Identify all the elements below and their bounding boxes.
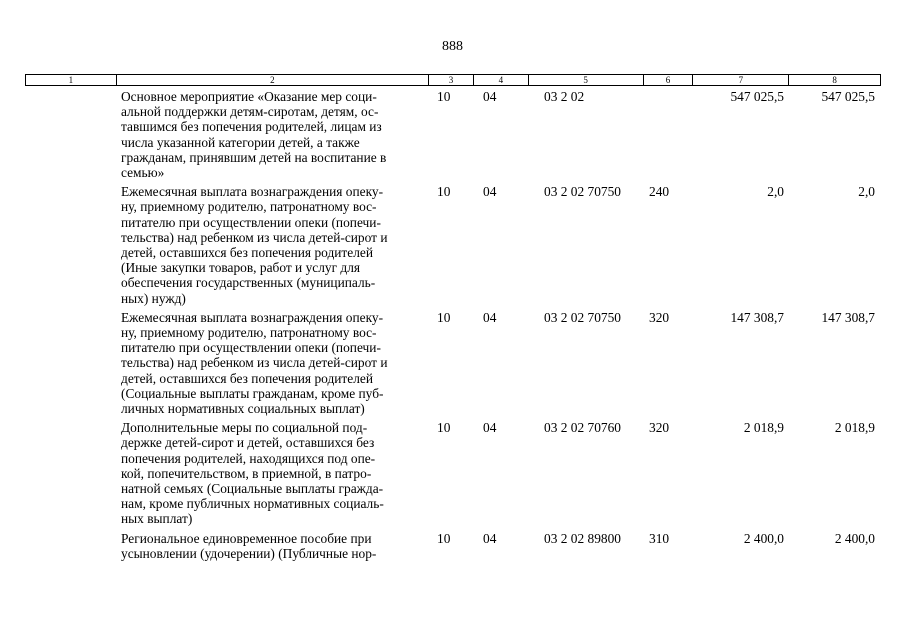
row-name-line: тельства) над ребенком из числа детей-сирот и bbox=[121, 355, 388, 371]
row-sum-2: 147 308,7 bbox=[821, 309, 875, 325]
row-name-line: ну, приемному родителю, патронатному вос- bbox=[121, 325, 377, 341]
row-vr: 240 bbox=[649, 184, 670, 200]
table-row bbox=[25, 310, 881, 416]
header-col-2: 2 bbox=[117, 75, 429, 85]
header-col-4: 4 bbox=[474, 75, 529, 85]
row-name bbox=[116, 531, 429, 561]
row-vr: 320 bbox=[649, 309, 670, 325]
row-name-line: попечения родителей, находящихся под опе- bbox=[121, 450, 376, 466]
row-name-line: ных выплат) bbox=[121, 511, 193, 527]
row-name-line: детей, оставшихся без попечения родителей bbox=[121, 245, 374, 261]
table-row bbox=[25, 184, 881, 306]
row-name-line: питателю при осуществлении опеки (попечи- bbox=[121, 340, 381, 356]
row-rz: 10 bbox=[437, 184, 451, 200]
row-name-line: нам, кроме публичных нормативных социаль- bbox=[121, 496, 384, 512]
table-body bbox=[25, 89, 881, 565]
row-csr: 03 2 02 bbox=[544, 89, 585, 104]
row-pr: 04 bbox=[483, 184, 497, 200]
row-sum-2: 2,0 bbox=[858, 184, 875, 200]
row-sum-2: 2 018,9 bbox=[834, 420, 875, 436]
row-name-line: натной семьях (Социальные выплаты гражда- bbox=[121, 481, 384, 497]
row-name-line: числа указанной категории детей, а также bbox=[121, 134, 360, 150]
row-sum-2: 547 025,5 bbox=[821, 89, 875, 104]
row-name-line: усыновлении (удочерении) (Публичные нор- bbox=[121, 545, 377, 561]
header-col-3: 3 bbox=[429, 75, 474, 85]
row-sum-1: 2,0 bbox=[767, 184, 784, 200]
row-rz: 10 bbox=[437, 89, 451, 104]
table-row bbox=[25, 420, 881, 526]
row-name-line: альной поддержки детям-сиротам, детям, ос- bbox=[121, 104, 379, 120]
row-pr: 04 bbox=[483, 530, 497, 546]
row-rz: 10 bbox=[437, 420, 451, 436]
row-name-line: Основное мероприятие «Оказание мер соци- bbox=[121, 89, 377, 104]
row-name bbox=[116, 89, 429, 180]
row-name-line: Региональное единовременное пособие при bbox=[121, 530, 372, 546]
row-csr: 03 2 02 70750 bbox=[544, 184, 621, 200]
row-csr: 03 2 02 89800 bbox=[544, 530, 621, 546]
row-sum-1: 147 308,7 bbox=[730, 309, 784, 325]
row-sum-1: 2 400,0 bbox=[743, 530, 784, 546]
table-header bbox=[25, 74, 881, 86]
row-csr: 03 2 02 70760 bbox=[544, 420, 621, 436]
row-vr bbox=[644, 89, 694, 180]
row-name-line: Дополнительные меры по социальной под- bbox=[121, 420, 368, 436]
page-number: 888 bbox=[442, 39, 463, 54]
row-name-line: (Социальные выплаты гражданам, кроме пуб- bbox=[121, 385, 384, 401]
row-name-line: ных) нужд) bbox=[121, 290, 186, 306]
row-name-line: питателю при осуществлении опеки (попечи- bbox=[121, 214, 381, 230]
row-name-line: кой, попечительством, в приемной, в патро- bbox=[121, 465, 372, 481]
row-pr: 04 bbox=[483, 309, 497, 325]
row-vr: 310 bbox=[649, 530, 670, 546]
header-col-7: 7 bbox=[693, 75, 789, 85]
table-row bbox=[25, 89, 881, 180]
row-col-1 bbox=[25, 184, 116, 306]
header-col-1: 1 bbox=[26, 75, 117, 85]
row-name-line: тельства) над ребенком из числа детей-сирот и bbox=[121, 229, 388, 245]
row-sum-2: 2 400,0 bbox=[834, 530, 875, 546]
row-sum-1: 2 018,9 bbox=[743, 420, 784, 436]
row-csr: 03 2 02 70750 bbox=[544, 309, 621, 325]
header-col-8: 8 bbox=[832, 75, 837, 85]
row-name-line: тавшимся без попечения родителей, лицам из bbox=[121, 119, 382, 135]
row-pr: 04 bbox=[483, 89, 497, 104]
table-row bbox=[25, 531, 881, 561]
row-name-line: (Иные закупки товаров, работ и услуг для bbox=[121, 260, 361, 276]
row-name bbox=[116, 310, 429, 416]
row-name bbox=[116, 420, 429, 526]
row-name-line: гражданам, принявшим детей на воспитание в bbox=[121, 149, 387, 165]
row-name-line: ну, приемному родителю, патронатному вос- bbox=[121, 199, 377, 215]
row-col-1 bbox=[25, 531, 116, 561]
row-name-line: обеспечения государственных (муниципаль- bbox=[121, 275, 376, 291]
header-col-6: 6 bbox=[644, 75, 694, 85]
row-name-line: личных нормативных социальных выплат) bbox=[121, 401, 365, 417]
row-pr: 04 bbox=[483, 420, 497, 436]
row-name-line: семью» bbox=[121, 165, 165, 181]
row-rz: 10 bbox=[437, 530, 451, 546]
row-name bbox=[116, 184, 429, 306]
row-sum-1: 547 025,5 bbox=[730, 89, 784, 104]
row-name-line: Ежемесячная выплата вознаграждения опеку- bbox=[121, 184, 384, 200]
row-name-line: детей, оставшихся без попечения родителей bbox=[121, 370, 374, 386]
header-col-5: 5 bbox=[529, 75, 644, 85]
row-col-1 bbox=[25, 310, 116, 416]
row-col-1 bbox=[25, 89, 116, 180]
row-name-line: Ежемесячная выплата вознаграждения опеку- bbox=[121, 309, 384, 325]
row-vr: 320 bbox=[649, 420, 670, 436]
row-rz: 10 bbox=[437, 309, 451, 325]
row-col-1 bbox=[25, 420, 116, 526]
row-name-line: держке детей-сирот и детей, оставшихся без bbox=[121, 435, 375, 451]
